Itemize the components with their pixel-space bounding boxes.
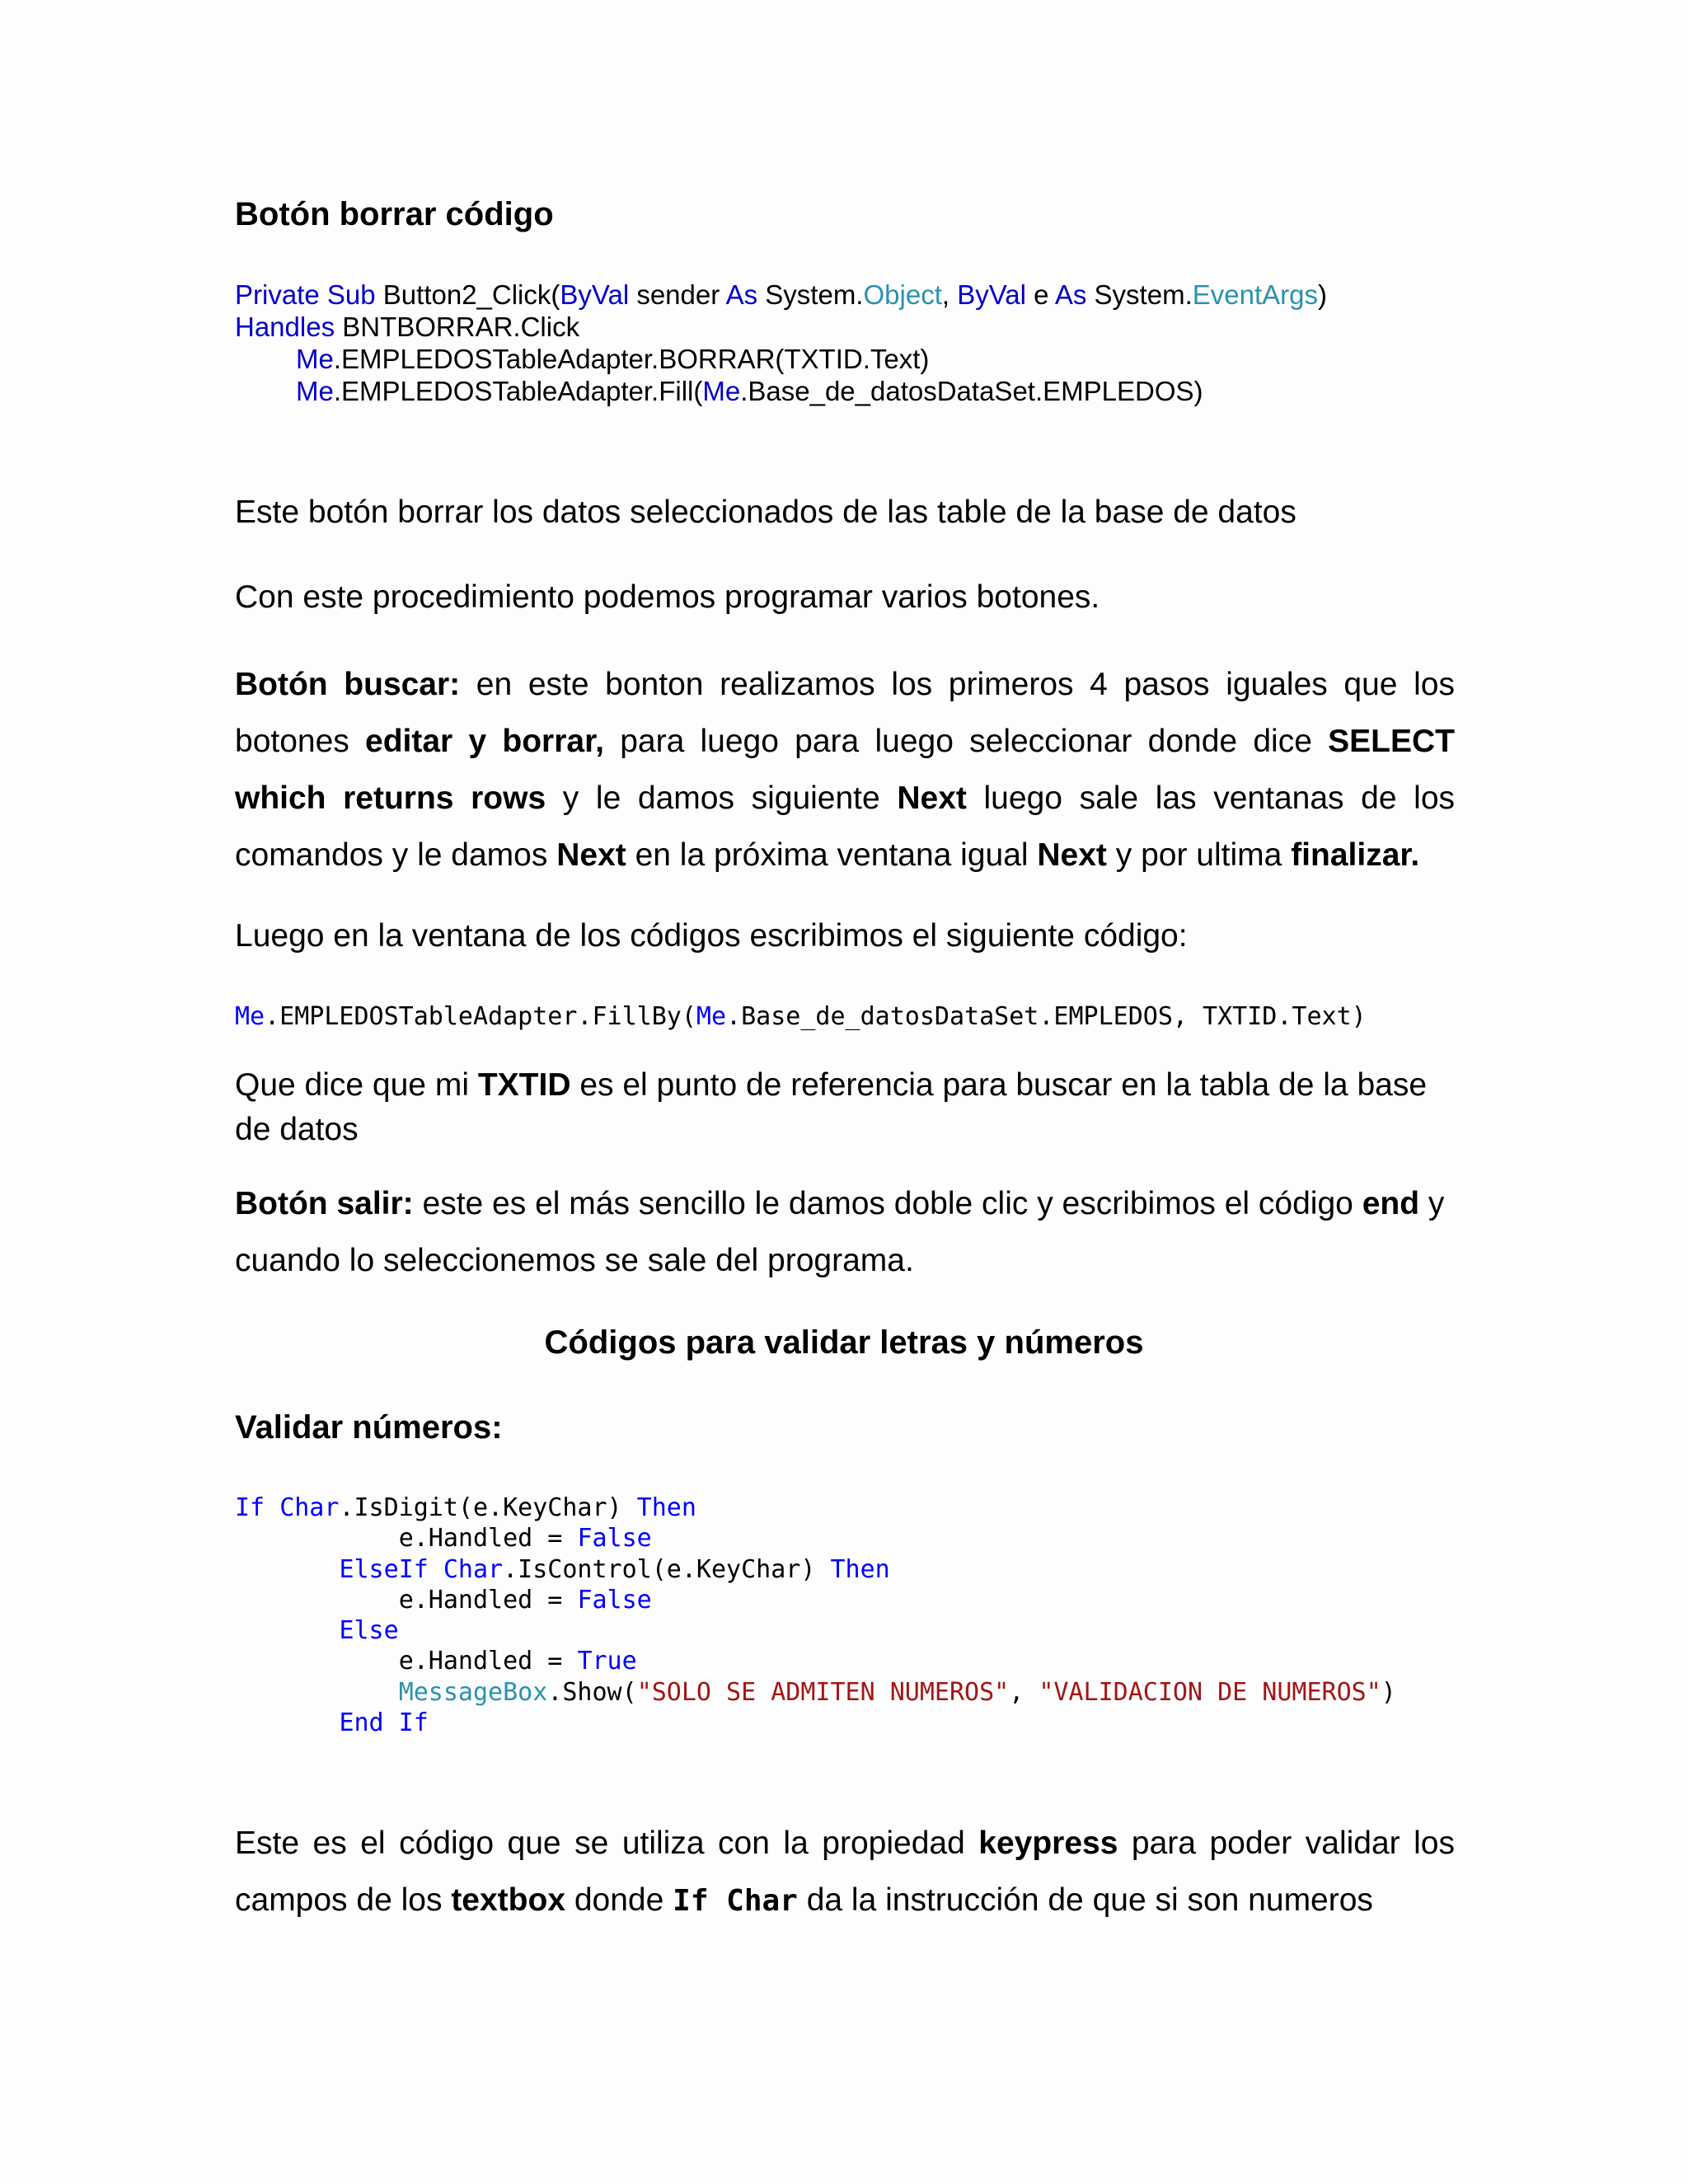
keyword-elseif: ElseIf <box>339 1554 429 1584</box>
keyword-private: Private <box>235 279 320 310</box>
keyword-end-if: End If <box>339 1708 429 1738</box>
code-line-3 <box>296 343 929 375</box>
code-line-2 <box>235 311 579 343</box>
keyword-me: Me <box>296 376 334 406</box>
code-paren: ) <box>1318 279 1327 310</box>
keyword-if: If <box>235 1493 265 1522</box>
keyword-me: Me <box>702 376 741 406</box>
section-title-validar: Códigos para validar letras y números <box>544 1324 1144 1361</box>
method-name: Button2_Click( <box>382 279 560 310</box>
type-eventargs: EventArgs <box>1192 279 1318 310</box>
keyword-me: Me <box>696 1002 727 1031</box>
paragraph-boton-salir: Botón salir: este es el más sencillo le damos doble clic y escribimos el código end y cuando lo seleccionemos se sale del programa. <box>235 1186 1445 1278</box>
keyword-sub: Sub <box>326 279 376 310</box>
inline-code: If Char <box>673 1884 798 1918</box>
code-line-4 <box>296 375 1203 407</box>
paragraph-borrar-desc: Este botón borrar los datos seleccionados de las table de la base de datos <box>235 494 1296 530</box>
section-title-boton-borrar: Botón borrar código <box>235 196 554 232</box>
keyword-me: Me <box>296 344 334 374</box>
param-e: e <box>1034 279 1049 310</box>
keyword-true: True <box>577 1647 637 1676</box>
code-statement: .EMPLEDOSTableAdapter.Fill( <box>333 376 703 406</box>
namespace-system: System. <box>765 279 864 310</box>
keyword-then: Then <box>830 1554 890 1584</box>
code-validar-numeros: If Char.IsDigit(e.KeyChar) Then e.Handled = False ElseIf Char.IsControl(e.KeyChar) Then e.Handled = False Else e.Handled = True MessageBox.Show("SOLO SE ADMITEN NUMEROS", "VALIDACION DE NUMEROS") End If <box>235 1493 1396 1738</box>
keyword-then: Then <box>636 1493 696 1522</box>
keyword-else: Else <box>339 1616 399 1646</box>
paragraph-ventana-codigos: Luego en la ventana de los códigos escribimos el siguiente código: <box>235 918 1188 954</box>
keyword-me: Me <box>235 1002 265 1031</box>
string-literal: "VALIDACION DE NUMEROS" <box>1039 1677 1381 1707</box>
keyword-as: As <box>1054 279 1087 310</box>
code-statement: .Base_de_datosDataSet.EMPLEDOS) <box>740 376 1203 406</box>
keyword-as: As <box>725 279 758 310</box>
type-messagebox: MessageBox <box>398 1677 548 1707</box>
keyword-char: Char <box>443 1554 504 1584</box>
code-fillby: Me.EMPLEDOSTableAdapter.FillBy(Me.Base_de_datosDataSet.EMPLEDOS, TXTID.Text) <box>235 1002 1367 1031</box>
paragraph-boton-buscar: Botón buscar: en este bonton realizamos los primeros 4 pasos iguales que los botones editar y borrar, para luego para luego seleccionar donde dice SELECT which returns rows y le damos siguiente Next luego sale las ventanas de los comandos y le damos Next en la próxima ventana igual Next y por ultima finalizar. <box>235 667 1456 873</box>
section-title-validar-numeros: Validar números: <box>235 1409 503 1446</box>
keyword-byval: ByVal <box>560 279 630 310</box>
paragraph-procedimiento: Con este procedimiento podemos programar varios botones. <box>235 579 1100 615</box>
paragraph-keypress: Este es el código que se utiliza con la propiedad keypress para poder validar los campos de los textbox donde If Char da la instrucción de que si son numeros <box>235 1825 1456 1918</box>
code-statement: .EMPLEDOSTableAdapter.BORRAR(TXTID.Text) <box>333 344 930 374</box>
code-line-1 <box>235 279 1327 311</box>
handles-target: BNTBORRAR.Click <box>342 312 580 342</box>
string-literal: "SOLO SE ADMITEN NUMEROS" <box>636 1677 1010 1707</box>
param-sender: sender <box>636 279 720 310</box>
namespace-system: System. <box>1094 279 1193 310</box>
keyword-handles: Handles <box>235 312 335 342</box>
keyword-char: Char <box>279 1493 340 1522</box>
paragraph-txtid: Que dice que mi TXTID es el punto de referencia para buscar en la tabla de la base de datos <box>235 1067 1428 1147</box>
type-object: Object <box>863 279 942 310</box>
code-comma: , <box>941 279 950 310</box>
keyword-false: False <box>577 1524 652 1554</box>
keyword-false: False <box>577 1585 652 1615</box>
keyword-byval: ByVal <box>957 279 1026 310</box>
